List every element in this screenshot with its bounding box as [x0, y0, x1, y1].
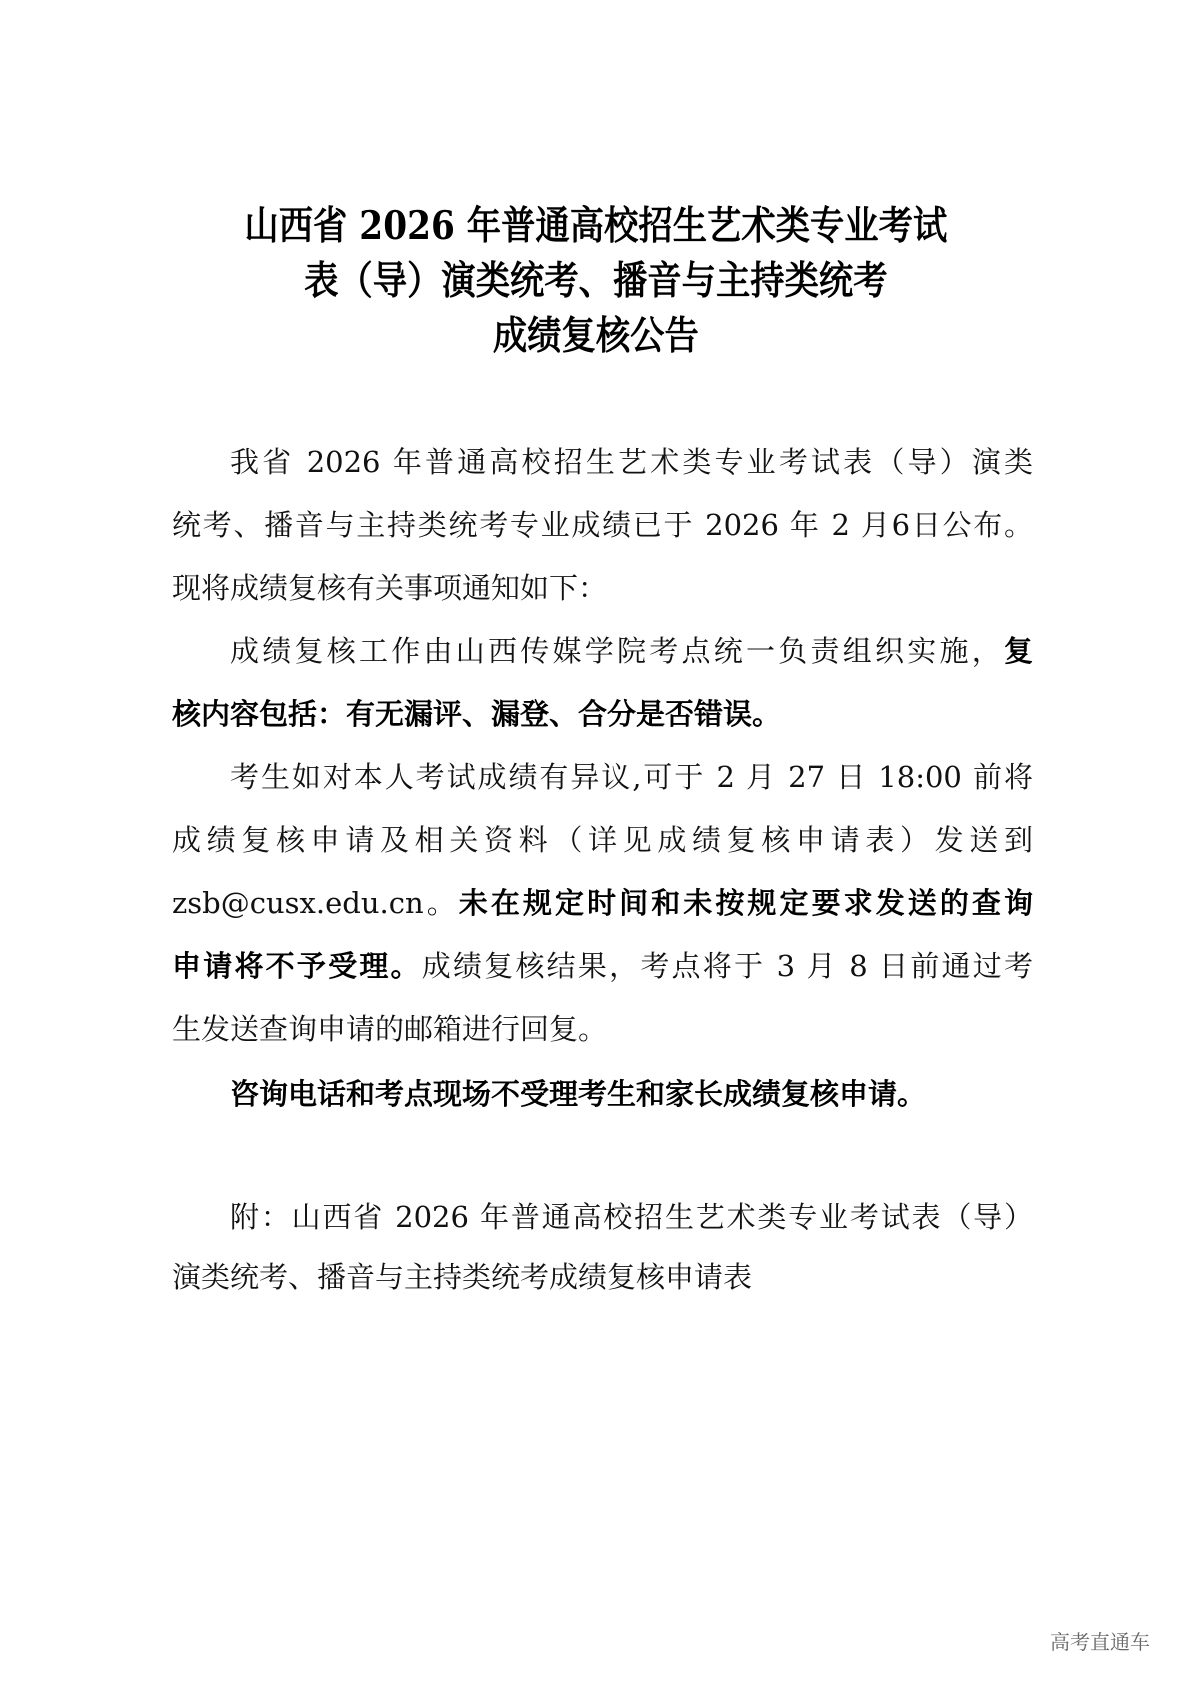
- paragraph-1-line-1: 我省 2026 年普通高校招生艺术类专业考试表（导）演类: [230, 445, 1033, 479]
- paragraph-3-line-2: 成绩复核申请及相关资料（详见成绩复核申请表）发送到: [172, 823, 1033, 857]
- paragraph-3-result-text: 成绩复核结果，考点将于 3 月 8 日前通过考: [421, 949, 1033, 983]
- paragraph-2-line-1: [230, 631, 1033, 671]
- page-title-line-2: 表（导）演类统考、播音与主持类统考: [304, 258, 888, 304]
- paragraph-1-line-3: 现将成绩复核有关事项通知如下：: [172, 571, 608, 605]
- page-title-line-1: 山西省 2026 年普通高校招生艺术类专业考试: [244, 203, 948, 249]
- watermark-text: 高考直通车: [1050, 1630, 1150, 1654]
- paragraph-3-line-3: [172, 883, 1033, 923]
- paragraph-3-line-5: 生发送查询申请的邮箱进行回复。: [172, 1012, 608, 1046]
- paragraph-2-text: 成绩复核工作由山西传媒学院考点统一负责组织实施，: [230, 634, 1004, 668]
- page-title-line-3: 成绩复核公告: [492, 313, 699, 359]
- paragraph-2-line-2: 核内容包括：有无漏评、漏登、合分是否错误。: [172, 697, 782, 731]
- paragraph-3-warning-end: 申请将不予受理。: [172, 949, 422, 983]
- paragraph-1-line-2: 统考、播音与主持类统考专业成绩已于 2026 年 2 月6日公布。: [172, 508, 1033, 542]
- appendix-line-2: 演类统考、播音与主持类统考成绩复核申请表: [172, 1260, 753, 1294]
- paragraph-3-line-4: [172, 946, 1033, 986]
- appendix-line-1: 附：山西省 2026 年普通高校招生艺术类专业考试表（导）: [230, 1200, 1033, 1234]
- notice-line: 咨询电话和考点现场不受理考生和家长成绩复核申请。: [230, 1077, 927, 1111]
- paragraph-2-emphasis: 复: [1003, 634, 1033, 668]
- paragraph-3-warning: 未在规定时间和未按规定要求发送的查询: [458, 886, 1033, 920]
- contact-email-link[interactable]: zsb@cusx.edu.cn。: [172, 886, 459, 920]
- paragraph-3-line-1: 考生如对本人考试成绩有异议,可于 2 月 27 日 18:00 前将: [230, 760, 1033, 794]
